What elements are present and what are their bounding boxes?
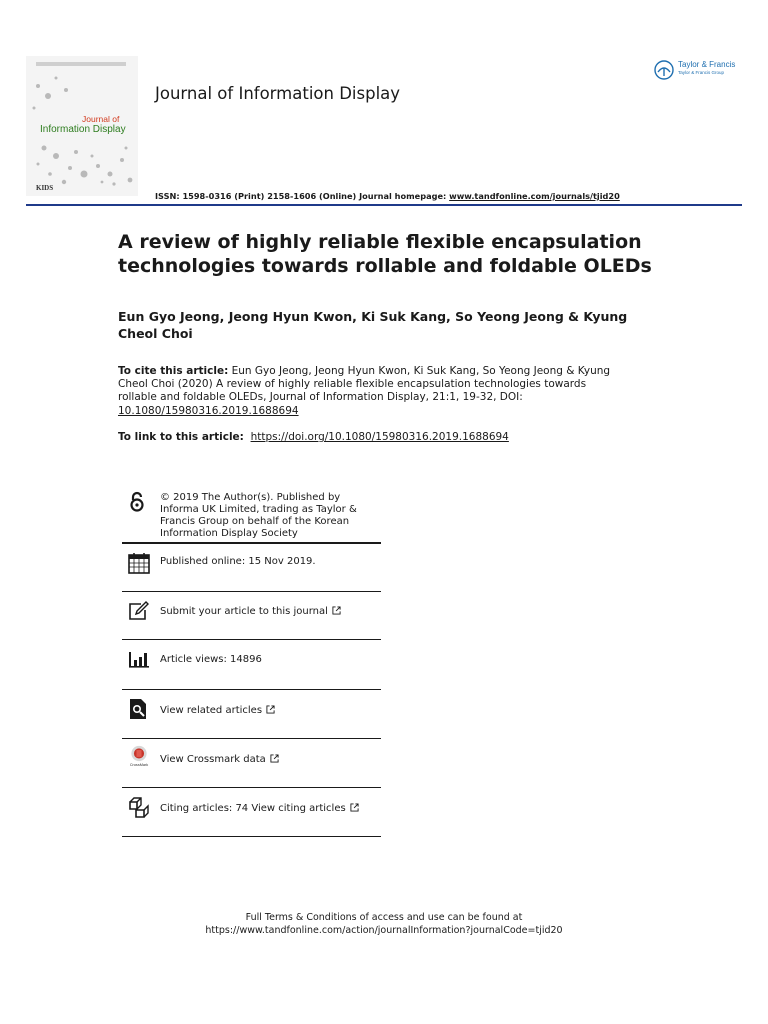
search-document-icon [128,698,150,720]
article-link-line [118,431,509,443]
crossmark-row[interactable] [122,739,381,788]
article-doi-link[interactable]: https://doi.org/10.1080/15980316.2019.1688694 [250,431,509,443]
cover-title-line2: Information Display [40,124,126,135]
publisher-name: Taylor & Francis [678,60,736,69]
crossmark-label: CrossMark [129,763,149,767]
citation-block [118,365,618,418]
citation-doi-link[interactable]: 10.1080/15980316.2019.1688694 [118,404,299,417]
views-row [122,640,381,690]
related-text[interactable] [160,705,275,717]
edit-icon [128,600,150,622]
journal-homepage-link[interactable]: www.tandfonline.com/journals/tjid20 [449,191,620,201]
external-link-icon [266,705,275,714]
crossmark-text[interactable] [160,754,279,766]
submit-text[interactable] [160,606,341,618]
related-label[interactable]: View related articles [160,705,263,716]
external-link-icon [332,606,341,615]
views-text: Article views: 14896 [160,654,262,665]
row-divider [122,836,381,837]
citing-row[interactable] [122,788,381,837]
link-label: To link to this article: [118,431,244,443]
issn-line [155,191,620,201]
header-divider [26,204,742,206]
issn-text: ISSN: 1598-0316 (Print) 2158-1606 (Online) Journal homepage: [155,191,450,201]
crossmark-icon [128,745,150,767]
terms-footer [0,911,768,937]
citation-label: To cite this article: [118,365,229,377]
bar-chart-icon [128,648,150,670]
citation-text: Eun Gyo Jeong, Jeong Hyun Kwon, Ki Suk Kang, So Yeong Jeong & Kyung Cheol Choi (2020) A review of highly reliable flexible encapsulation technologies towards rollable and foldable OLEDs, Journal of Information Display, 21:1, 19-32, DOI: [118,365,611,404]
external-link-icon [350,803,359,812]
article-authors: Eun Gyo Jeong, Jeong Hyun Kwon, Ki Suk Kang, So Yeong Jeong & Kyung Cheol Choi [118,309,628,341]
journal-cover [26,56,138,196]
published-row [122,544,381,592]
taylor-francis-logo-icon [654,60,674,80]
external-link-icon [270,754,279,763]
open-access-icon [126,491,148,513]
submit-label[interactable]: Submit your article to this journal [160,606,328,617]
citing-text[interactable] [160,803,359,815]
terms-url[interactable]: https://www.tandfonline.com/action/journalInformation?journalCode=tjid20 [205,925,563,936]
license-row [122,487,381,543]
submit-row[interactable] [122,592,381,640]
cover-title-line1: Journal of [82,114,120,124]
journal-title: Journal of Information Display [155,84,401,103]
calendar-icon [128,552,150,574]
terms-line: Full Terms & Conditions of access and use can be found at [245,912,523,923]
citing-label[interactable]: Citing articles: 74 View citing articles [160,803,346,814]
cover-publisher-logo: KIDS [36,184,54,192]
license-text: © 2019 The Author(s). Published by Informa UK Limited, trading as Taylor & Francis Group on behalf of the Korean Information Display Society [160,492,357,539]
publisher-subname: Taylor & Francis Group [678,70,725,75]
published-text: Published online: 15 Nov 2019. [160,556,316,567]
article-title: A review of highly reliable flexible encapsulation technologies towards rollable and foldable OLEDs [118,231,652,277]
citing-articles-icon [128,796,150,818]
publisher-logo[interactable] [654,58,754,82]
related-row[interactable] [122,690,381,739]
crossmark-label-text[interactable]: View Crossmark data [160,754,266,765]
